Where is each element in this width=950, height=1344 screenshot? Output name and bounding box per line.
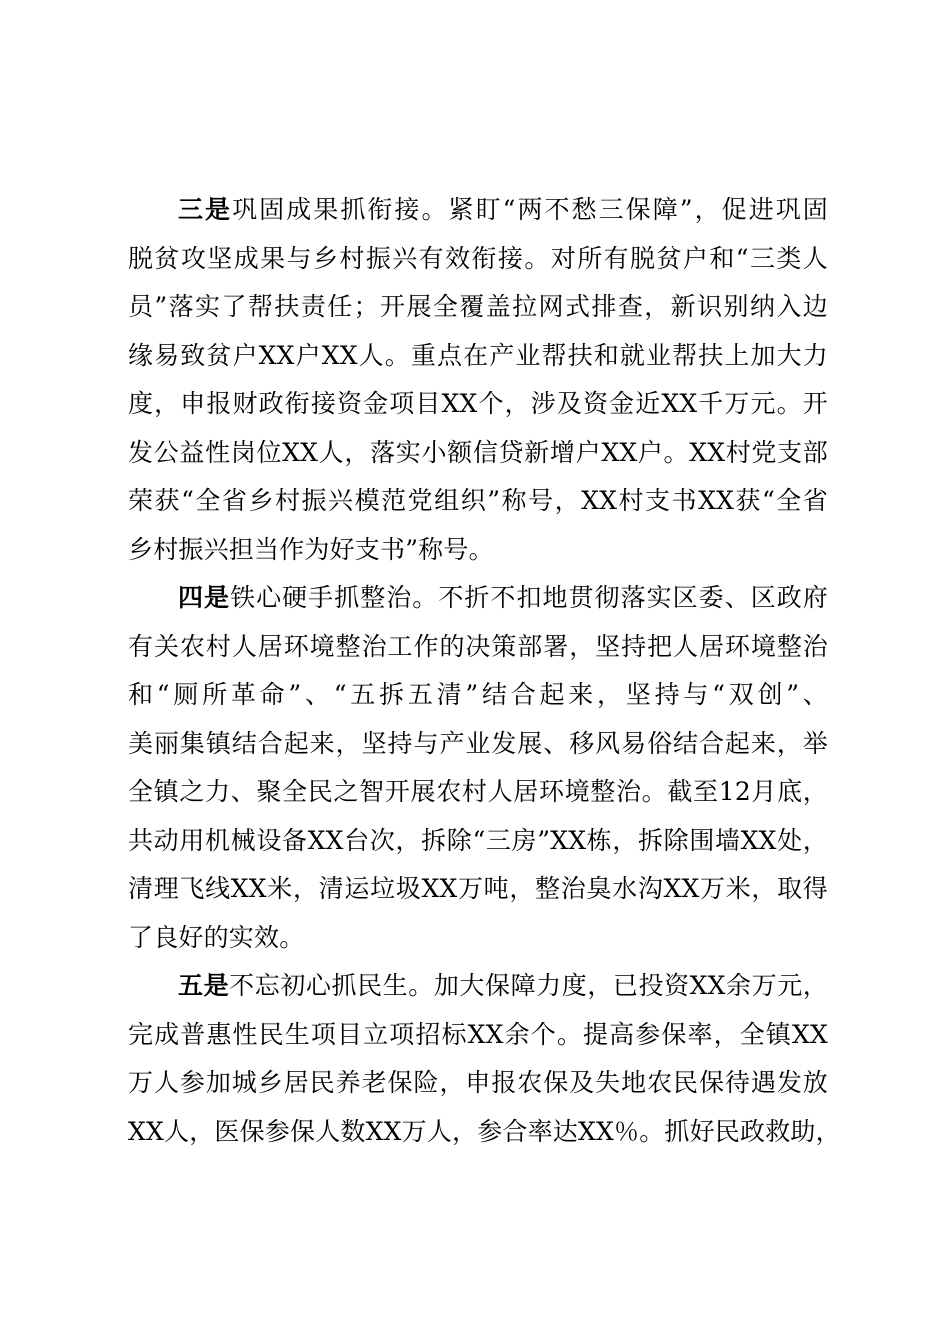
paragraph-line: 共动用机械设备XX台次，拆除“三房”XX栋，拆除围墙XX处， <box>128 825 828 855</box>
paragraph-five <box>128 962 841 1156</box>
paragraph-line: 有关农村人居环境整治工作的决策部署，坚持把人居环境整治 <box>128 631 828 661</box>
paragraph-line-text: 巩固成果抓衔接。紧盯“两不愁三保障”，促进巩固 <box>232 195 828 224</box>
document-page <box>128 186 841 1156</box>
paragraph-three <box>128 186 828 574</box>
paragraph-four <box>128 574 828 962</box>
paragraph-line: 荣获“全省乡村振兴模范党组织”称号，XX村支书XX获“全省 <box>128 486 828 515</box>
paragraph-line: 了良好的实效。 <box>128 922 305 952</box>
paragraph-lead: 三是 <box>178 195 233 224</box>
paragraph-line: 和“厕所革命”、“五拆五清”结合起来，坚持与“双创”、 <box>128 680 828 709</box>
paragraph-line: 员”落实了帮扶责任；开展全覆盖拉网式排查，新识别纳入边 <box>128 292 828 321</box>
paragraph-line-text: 铁心硬手抓整治。不折不扣地贯彻落实区委、区政府 <box>230 583 828 612</box>
paragraph-line: 美丽集镇结合起来，坚持与产业发展、移风易俗结合起来，举 <box>128 728 828 758</box>
paragraph-line: 完成普惠性民生项目立项招标XX余个。提高参保率，全镇XX <box>128 1019 828 1049</box>
paragraph-lead: 四是 <box>178 583 231 612</box>
paragraph-lead: 五是 <box>178 971 230 1000</box>
paragraph-line: 度，申报财政衔接资金项目XX个，涉及资金近XX千万元。开 <box>128 389 828 418</box>
paragraph-line: 万人参加城乡居民养老保险，申报农保及失地农民保待遇发放 <box>128 1068 828 1097</box>
paragraph-line: XX人，医保参保人数XX万人，参合率达XX％。抓好民政救助， <box>128 1116 841 1146</box>
paragraph-line: 清理飞线XX米，清运垃圾XX万吨，整治臭水沟XX万米，取得 <box>128 874 828 903</box>
paragraph-line: 发公益性岗位XX人，落实小额信贷新增户XX户。XX村党支部 <box>128 437 828 467</box>
paragraph-line-text: 不忘初心抓民生。加大保障力度，已投资XX余万元， <box>229 971 828 1000</box>
paragraph-line <box>128 574 828 623</box>
paragraph-line <box>128 962 828 1011</box>
paragraph-line: 缘易致贫户XX户XX人。重点在产业帮扶和就业帮扶上加大力 <box>128 340 828 370</box>
paragraph-line: 乡村振兴担当作为好支书”称号。 <box>128 534 494 564</box>
paragraph-line <box>128 186 828 235</box>
paragraph-line: 全镇之力、聚全民之智开展农村人居环境整治。截至12月底， <box>128 777 828 806</box>
paragraph-line: 脱贫攻坚成果与乡村振兴有效衔接。对所有脱贫户和“三类人 <box>128 243 828 273</box>
